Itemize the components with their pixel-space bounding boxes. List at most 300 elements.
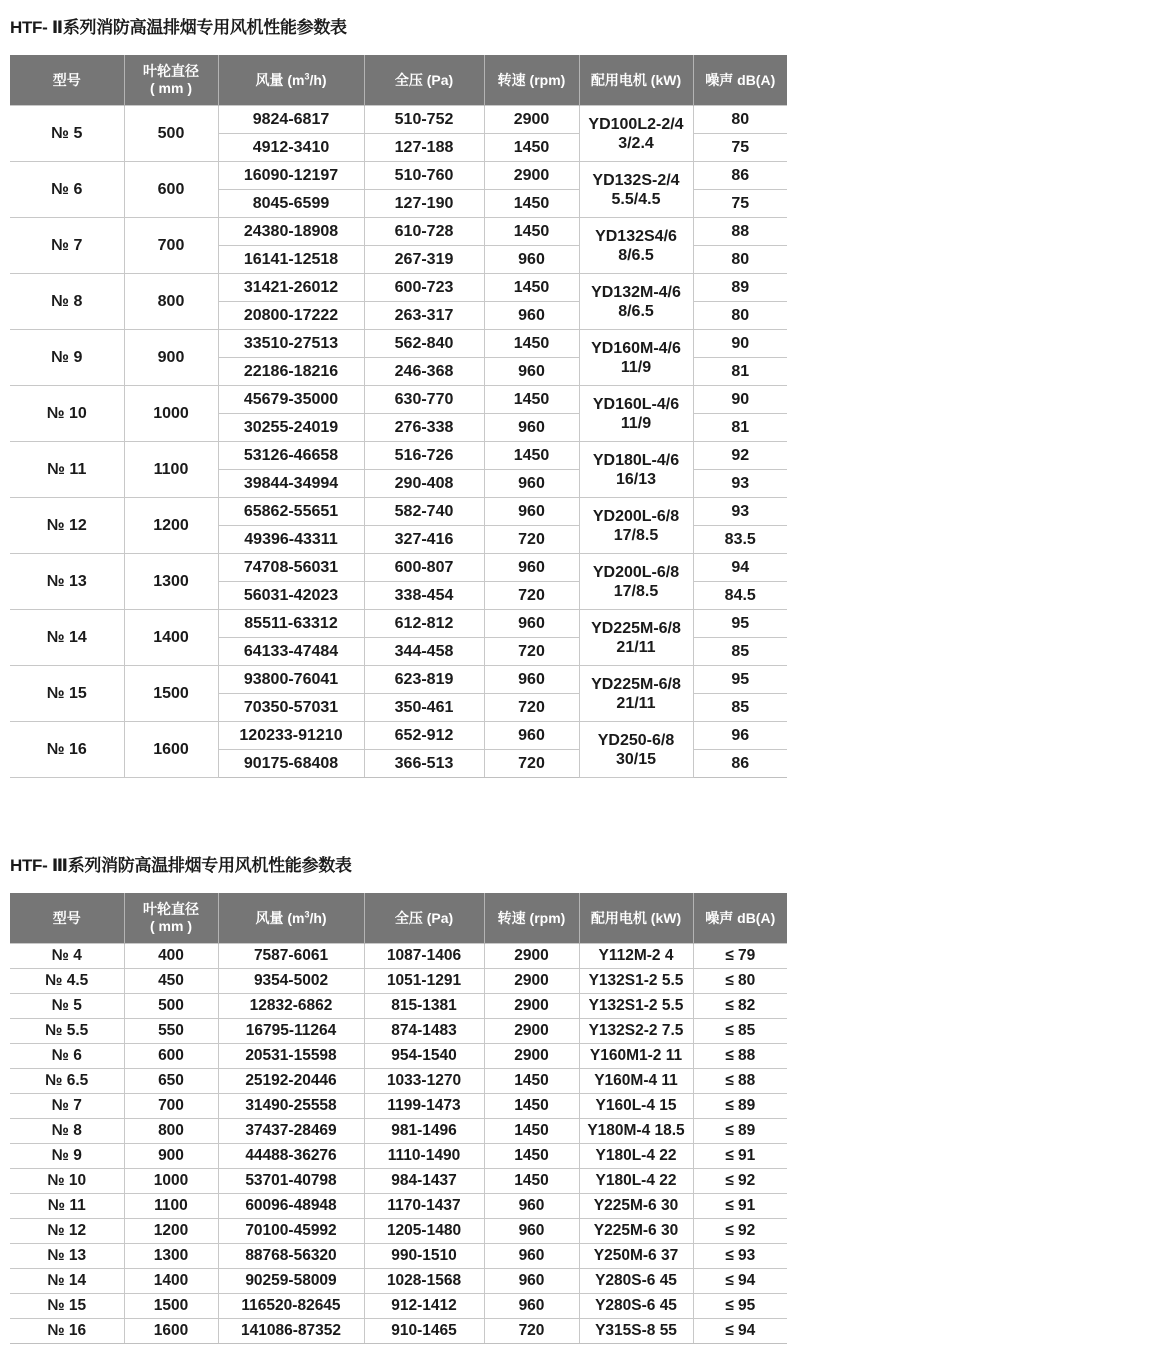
cell-speed: 1450 [484,1169,579,1194]
motor-model: YD200L-6/8 [592,507,680,525]
header-diameter-line2: ( mm ) [150,80,192,96]
cell-airflow: 70350-57031 [218,694,364,722]
cell-model: № 5 [10,994,124,1019]
cell-noise: 89 [693,274,787,302]
table-row [10,969,787,994]
cell-motor: Y250M-6 37 [579,1244,693,1269]
cell-noise: ≤ 82 [693,994,787,1019]
table-row [10,944,787,969]
cell-airflow: 60096-48948 [218,1194,364,1219]
cell-airflow: 16795-11264 [218,1019,364,1044]
cell-model: № 11 [10,442,124,498]
motor-model: YD180L-4/6 [592,451,680,469]
header-pressure: 全压 (Pa) [364,893,484,944]
cell-pressure: 267-319 [364,246,484,274]
cell-motor [579,386,693,442]
cell-noise: ≤ 92 [693,1219,787,1244]
header-airflow-sup: 3 [304,908,310,919]
header-motor: 配用电机 (kW) [579,893,693,944]
header-airflow [218,893,364,944]
cell-pressure: 630-770 [364,386,484,414]
cell-pressure: 1028-1568 [364,1269,484,1294]
header-diameter-line1: 叶轮直径 [143,63,199,79]
cell-airflow: 9354-5002 [218,969,364,994]
cell-airflow: 49396-43311 [218,526,364,554]
table-row [10,1319,787,1344]
cell-noise: 90 [693,330,787,358]
cell-airflow: 116520-82645 [218,1294,364,1319]
cell-airflow: 120233-91210 [218,722,364,750]
cell-diameter: 1100 [124,1194,218,1219]
cell-diameter: 650 [124,1069,218,1094]
table2-title: HTF- Ⅲ系列消防高温排烟专用风机性能参数表 [10,856,352,875]
htf3-performance-table [10,893,787,1344]
motor-power: 21/11 [616,694,656,712]
cell-airflow: 31490-25558 [218,1094,364,1119]
cell-noise: 85 [693,638,787,666]
cell-model: № 7 [10,218,124,274]
cell-diameter: 1400 [124,1269,218,1294]
cell-speed: 1450 [484,386,579,414]
header-diameter [124,893,218,944]
cell-speed: 960 [484,246,579,274]
cell-diameter: 400 [124,944,218,969]
cell-model: № 14 [10,610,124,666]
cell-diameter: 700 [124,1094,218,1119]
cell-motor: Y180M-4 18.5 [579,1119,693,1144]
cell-motor: Y160M-4 11 [579,1069,693,1094]
cell-model: № 16 [10,722,124,778]
header-model: 型号 [10,55,124,106]
cell-airflow: 85511-63312 [218,610,364,638]
table-row [10,994,787,1019]
cell-noise: ≤ 89 [693,1094,787,1119]
cell-airflow: 8045-6599 [218,190,364,218]
cell-pressure: 981-1496 [364,1119,484,1144]
cell-speed: 960 [484,1294,579,1319]
motor-model: YD132M-4/6 [591,283,681,301]
header-speed: 转速 (rpm) [484,893,579,944]
cell-noise: ≤ 88 [693,1069,787,1094]
cell-noise: 93 [693,498,787,526]
cell-pressure: 327-416 [364,526,484,554]
header-airflow-prefix: 风量 (m [255,909,305,926]
header-noise: 噪声 dB(A) [693,893,787,944]
cell-pressure: 912-1412 [364,1294,484,1319]
motor-model: YD200L-6/8 [592,563,680,581]
cell-model: № 13 [10,554,124,610]
cell-model: № 6 [10,162,124,218]
cell-speed: 960 [484,554,579,582]
cell-noise: ≤ 91 [693,1194,787,1219]
cell-airflow: 33510-27513 [218,330,364,358]
cell-noise: 94 [693,554,787,582]
table-row [10,1144,787,1169]
cell-pressure: 338-454 [364,582,484,610]
motor-power: 3/2.4 [618,134,654,152]
table-row [10,1169,787,1194]
table-row [10,162,787,190]
cell-model: № 7 [10,1094,124,1119]
cell-model: № 8 [10,1119,124,1144]
header-noise: 噪声 dB(A) [693,55,787,106]
cell-noise: ≤ 94 [693,1269,787,1294]
cell-diameter: 900 [124,330,218,386]
table-row [10,1019,787,1044]
header-airflow-sup: 3 [304,70,310,81]
cell-speed: 1450 [484,442,579,470]
cell-noise: 88 [693,218,787,246]
table-header-row [10,893,787,944]
cell-noise: 80 [693,106,787,134]
table1-title: HTF- Ⅱ系列消防高温排烟专用风机性能参数表 [10,18,347,37]
cell-pressure: 127-190 [364,190,484,218]
cell-speed: 2900 [484,1019,579,1044]
motor-model: YD225M-6/8 [591,619,681,637]
cell-motor [579,162,693,218]
cell-motor [579,274,693,330]
cell-model: № 6 [10,1044,124,1069]
cell-noise: ≤ 95 [693,1294,787,1319]
cell-motor [579,330,693,386]
cell-speed: 960 [484,1219,579,1244]
cell-pressure: 600-723 [364,274,484,302]
cell-model: № 4.5 [10,969,124,994]
motor-model: YD132S4/6 [595,227,677,245]
cell-motor: Y225M-6 30 [579,1194,693,1219]
header-speed: 转速 (rpm) [484,55,579,106]
cell-diameter: 1300 [124,554,218,610]
table-row [10,666,787,694]
cell-noise: 83.5 [693,526,787,554]
cell-pressure: 516-726 [364,442,484,470]
cell-diameter: 500 [124,106,218,162]
cell-diameter: 900 [124,1144,218,1169]
cell-pressure: 263-317 [364,302,484,330]
cell-motor: Y180L-4 22 [579,1169,693,1194]
cell-noise: 85 [693,694,787,722]
cell-model: № 14 [10,1269,124,1294]
cell-speed: 1450 [484,1069,579,1094]
header-diameter [124,55,218,106]
table-row [10,274,787,302]
cell-airflow: 22186-18216 [218,358,364,386]
table-row [10,1094,787,1119]
cell-motor: Y160M1-2 11 [579,1044,693,1069]
motor-model: YD225M-6/8 [591,675,681,693]
cell-airflow: 53701-40798 [218,1169,364,1194]
cell-pressure: 290-408 [364,470,484,498]
motor-power: 8/6.5 [618,246,654,264]
table-row [10,1044,787,1069]
motor-power: 17/8.5 [613,526,659,544]
cell-speed: 960 [484,470,579,498]
cell-pressure: 954-1540 [364,1044,484,1069]
cell-model: № 6.5 [10,1069,124,1094]
cell-motor [579,498,693,554]
cell-speed: 720 [484,638,579,666]
cell-noise: 90 [693,386,787,414]
table-row [10,106,787,134]
table-row [10,1069,787,1094]
table-row [10,218,787,246]
cell-motor: Y112M-2 4 [579,944,693,969]
cell-motor: Y132S2-2 7.5 [579,1019,693,1044]
header-model: 型号 [10,893,124,944]
table-row [10,554,787,582]
cell-airflow: 16090-12197 [218,162,364,190]
header-airflow-prefix: 风量 (m [255,71,305,88]
cell-noise: ≤ 88 [693,1044,787,1069]
cell-diameter: 600 [124,1044,218,1069]
cell-pressure: 127-188 [364,134,484,162]
cell-noise: 86 [693,162,787,190]
cell-speed: 2900 [484,106,579,134]
cell-speed: 2900 [484,994,579,1019]
cell-diameter: 1600 [124,1319,218,1344]
cell-airflow: 12832-6862 [218,994,364,1019]
cell-noise: ≤ 89 [693,1119,787,1144]
cell-model: № 9 [10,1144,124,1169]
cell-pressure: 1087-1406 [364,944,484,969]
table-row [10,1194,787,1219]
cell-pressure: 990-1510 [364,1244,484,1269]
cell-motor [579,666,693,722]
table-row [10,1269,787,1294]
motor-power: 30/15 [615,750,657,768]
cell-pressure: 1205-1480 [364,1219,484,1244]
cell-pressure: 910-1465 [364,1319,484,1344]
cell-speed: 720 [484,526,579,554]
cell-speed: 1450 [484,1119,579,1144]
cell-pressure: 344-458 [364,638,484,666]
cell-noise: ≤ 94 [693,1319,787,1344]
cell-airflow: 64133-47484 [218,638,364,666]
cell-model: № 15 [10,666,124,722]
table-header-row [10,55,787,106]
table-row [10,610,787,638]
table-row [10,722,787,750]
cell-airflow: 25192-20446 [218,1069,364,1094]
cell-noise: ≤ 92 [693,1169,787,1194]
cell-speed: 960 [484,722,579,750]
table-row [10,386,787,414]
cell-diameter: 500 [124,994,218,1019]
cell-noise: ≤ 85 [693,1019,787,1044]
motor-power: 16/13 [615,470,657,488]
cell-airflow: 30255-24019 [218,414,364,442]
cell-speed: 1450 [484,190,579,218]
cell-speed: 2900 [484,944,579,969]
cell-motor [579,218,693,274]
cell-diameter: 1400 [124,610,218,666]
cell-airflow: 53126-46658 [218,442,364,470]
cell-diameter: 1000 [124,386,218,442]
table-row [10,1219,787,1244]
cell-noise: 92 [693,442,787,470]
cell-motor [579,554,693,610]
cell-speed: 1450 [484,1144,579,1169]
cell-noise: 84.5 [693,582,787,610]
cell-diameter: 1200 [124,498,218,554]
cell-speed: 2900 [484,969,579,994]
cell-noise: 95 [693,610,787,638]
cell-speed: 2900 [484,1044,579,1069]
cell-speed: 720 [484,1319,579,1344]
cell-model: № 11 [10,1194,124,1219]
cell-model: № 9 [10,330,124,386]
cell-airflow: 20800-17222 [218,302,364,330]
cell-noise: ≤ 93 [693,1244,787,1269]
motor-model: YD132S-2/4 [592,171,680,189]
cell-pressure: 246-368 [364,358,484,386]
cell-speed: 1450 [484,1094,579,1119]
cell-speed: 960 [484,498,579,526]
cell-speed: 960 [484,666,579,694]
cell-model: № 10 [10,1169,124,1194]
cell-pressure: 366-513 [364,750,484,778]
cell-pressure: 1199-1473 [364,1094,484,1119]
motor-power: 17/8.5 [613,582,659,600]
motor-model: YD100L2-2/4 [588,115,684,133]
cell-speed: 1450 [484,274,579,302]
cell-noise: 95 [693,666,787,694]
header-motor: 配用电机 (kW) [579,55,693,106]
cell-airflow: 44488-36276 [218,1144,364,1169]
table-row [10,1294,787,1319]
cell-noise: 96 [693,722,787,750]
cell-speed: 1450 [484,218,579,246]
cell-pressure: 815-1381 [364,994,484,1019]
cell-model: № 5.5 [10,1019,124,1044]
cell-model: № 13 [10,1244,124,1269]
cell-noise: ≤ 91 [693,1144,787,1169]
table-row [10,498,787,526]
cell-motor: Y132S1-2 5.5 [579,994,693,1019]
cell-pressure: 1170-1437 [364,1194,484,1219]
cell-airflow: 90175-68408 [218,750,364,778]
header-diameter-line1: 叶轮直径 [143,901,199,917]
cell-speed: 960 [484,1269,579,1294]
header-airflow [218,55,364,106]
table-row [10,442,787,470]
cell-diameter: 1300 [124,1244,218,1269]
cell-diameter: 550 [124,1019,218,1044]
cell-noise: 75 [693,190,787,218]
cell-motor [579,722,693,778]
cell-motor [579,610,693,666]
cell-noise: 80 [693,302,787,330]
cell-pressure: 276-338 [364,414,484,442]
cell-model: № 15 [10,1294,124,1319]
motor-power: 8/6.5 [618,302,654,320]
header-pressure: 全压 (Pa) [364,55,484,106]
cell-pressure: 874-1483 [364,1019,484,1044]
motor-power: 5.5/4.5 [611,190,661,208]
cell-airflow: 70100-45992 [218,1219,364,1244]
cell-speed: 960 [484,302,579,330]
cell-diameter: 1100 [124,442,218,498]
cell-diameter: 1000 [124,1169,218,1194]
cell-diameter: 700 [124,218,218,274]
cell-airflow: 45679-35000 [218,386,364,414]
cell-pressure: 582-740 [364,498,484,526]
cell-pressure: 984-1437 [364,1169,484,1194]
header-airflow-suffix: /h) [309,71,327,88]
cell-model: № 5 [10,106,124,162]
cell-speed: 720 [484,750,579,778]
cell-speed: 960 [484,610,579,638]
cell-motor: Y180L-4 22 [579,1144,693,1169]
cell-speed: 1450 [484,330,579,358]
cell-motor: Y280S-6 45 [579,1269,693,1294]
motor-model: YD160M-4/6 [591,339,681,357]
cell-airflow: 74708-56031 [218,554,364,582]
cell-diameter: 600 [124,162,218,218]
cell-pressure: 652-912 [364,722,484,750]
cell-speed: 960 [484,414,579,442]
cell-noise: 80 [693,246,787,274]
cell-speed: 1450 [484,134,579,162]
cell-airflow: 7587-6061 [218,944,364,969]
cell-airflow: 20531-15598 [218,1044,364,1069]
cell-motor: Y280S-6 45 [579,1294,693,1319]
cell-airflow: 65862-55651 [218,498,364,526]
cell-airflow: 31421-26012 [218,274,364,302]
cell-pressure: 1110-1490 [364,1144,484,1169]
cell-airflow: 37437-28469 [218,1119,364,1144]
header-airflow-suffix: /h) [309,909,327,926]
cell-pressure: 1051-1291 [364,969,484,994]
cell-pressure: 350-461 [364,694,484,722]
cell-speed: 2900 [484,162,579,190]
cell-motor: Y160L-4 15 [579,1094,693,1119]
cell-model: № 8 [10,274,124,330]
cell-pressure: 610-728 [364,218,484,246]
cell-speed: 720 [484,582,579,610]
cell-airflow: 24380-18908 [218,218,364,246]
cell-motor: Y315S-8 55 [579,1319,693,1344]
cell-motor: Y132S1-2 5.5 [579,969,693,994]
htf2-performance-table [10,55,787,778]
cell-speed: 720 [484,694,579,722]
cell-motor [579,442,693,498]
cell-pressure: 510-760 [364,162,484,190]
table-row [10,330,787,358]
cell-pressure: 600-807 [364,554,484,582]
motor-power: 11/9 [620,358,652,376]
cell-airflow: 9824-6817 [218,106,364,134]
cell-diameter: 1500 [124,1294,218,1319]
cell-model: № 16 [10,1319,124,1344]
cell-pressure: 612-812 [364,610,484,638]
motor-power: 21/11 [616,638,656,656]
cell-pressure: 562-840 [364,330,484,358]
cell-airflow: 16141-12518 [218,246,364,274]
cell-noise: 81 [693,358,787,386]
header-diameter-line2: ( mm ) [150,918,192,934]
cell-speed: 960 [484,358,579,386]
cell-airflow: 4912-3410 [218,134,364,162]
cell-model: № 10 [10,386,124,442]
motor-model: YD250-6/8 [597,731,675,749]
cell-airflow: 93800-76041 [218,666,364,694]
cell-pressure: 1033-1270 [364,1069,484,1094]
cell-motor [579,106,693,162]
cell-speed: 960 [484,1244,579,1269]
cell-airflow: 56031-42023 [218,582,364,610]
cell-airflow: 39844-34994 [218,470,364,498]
